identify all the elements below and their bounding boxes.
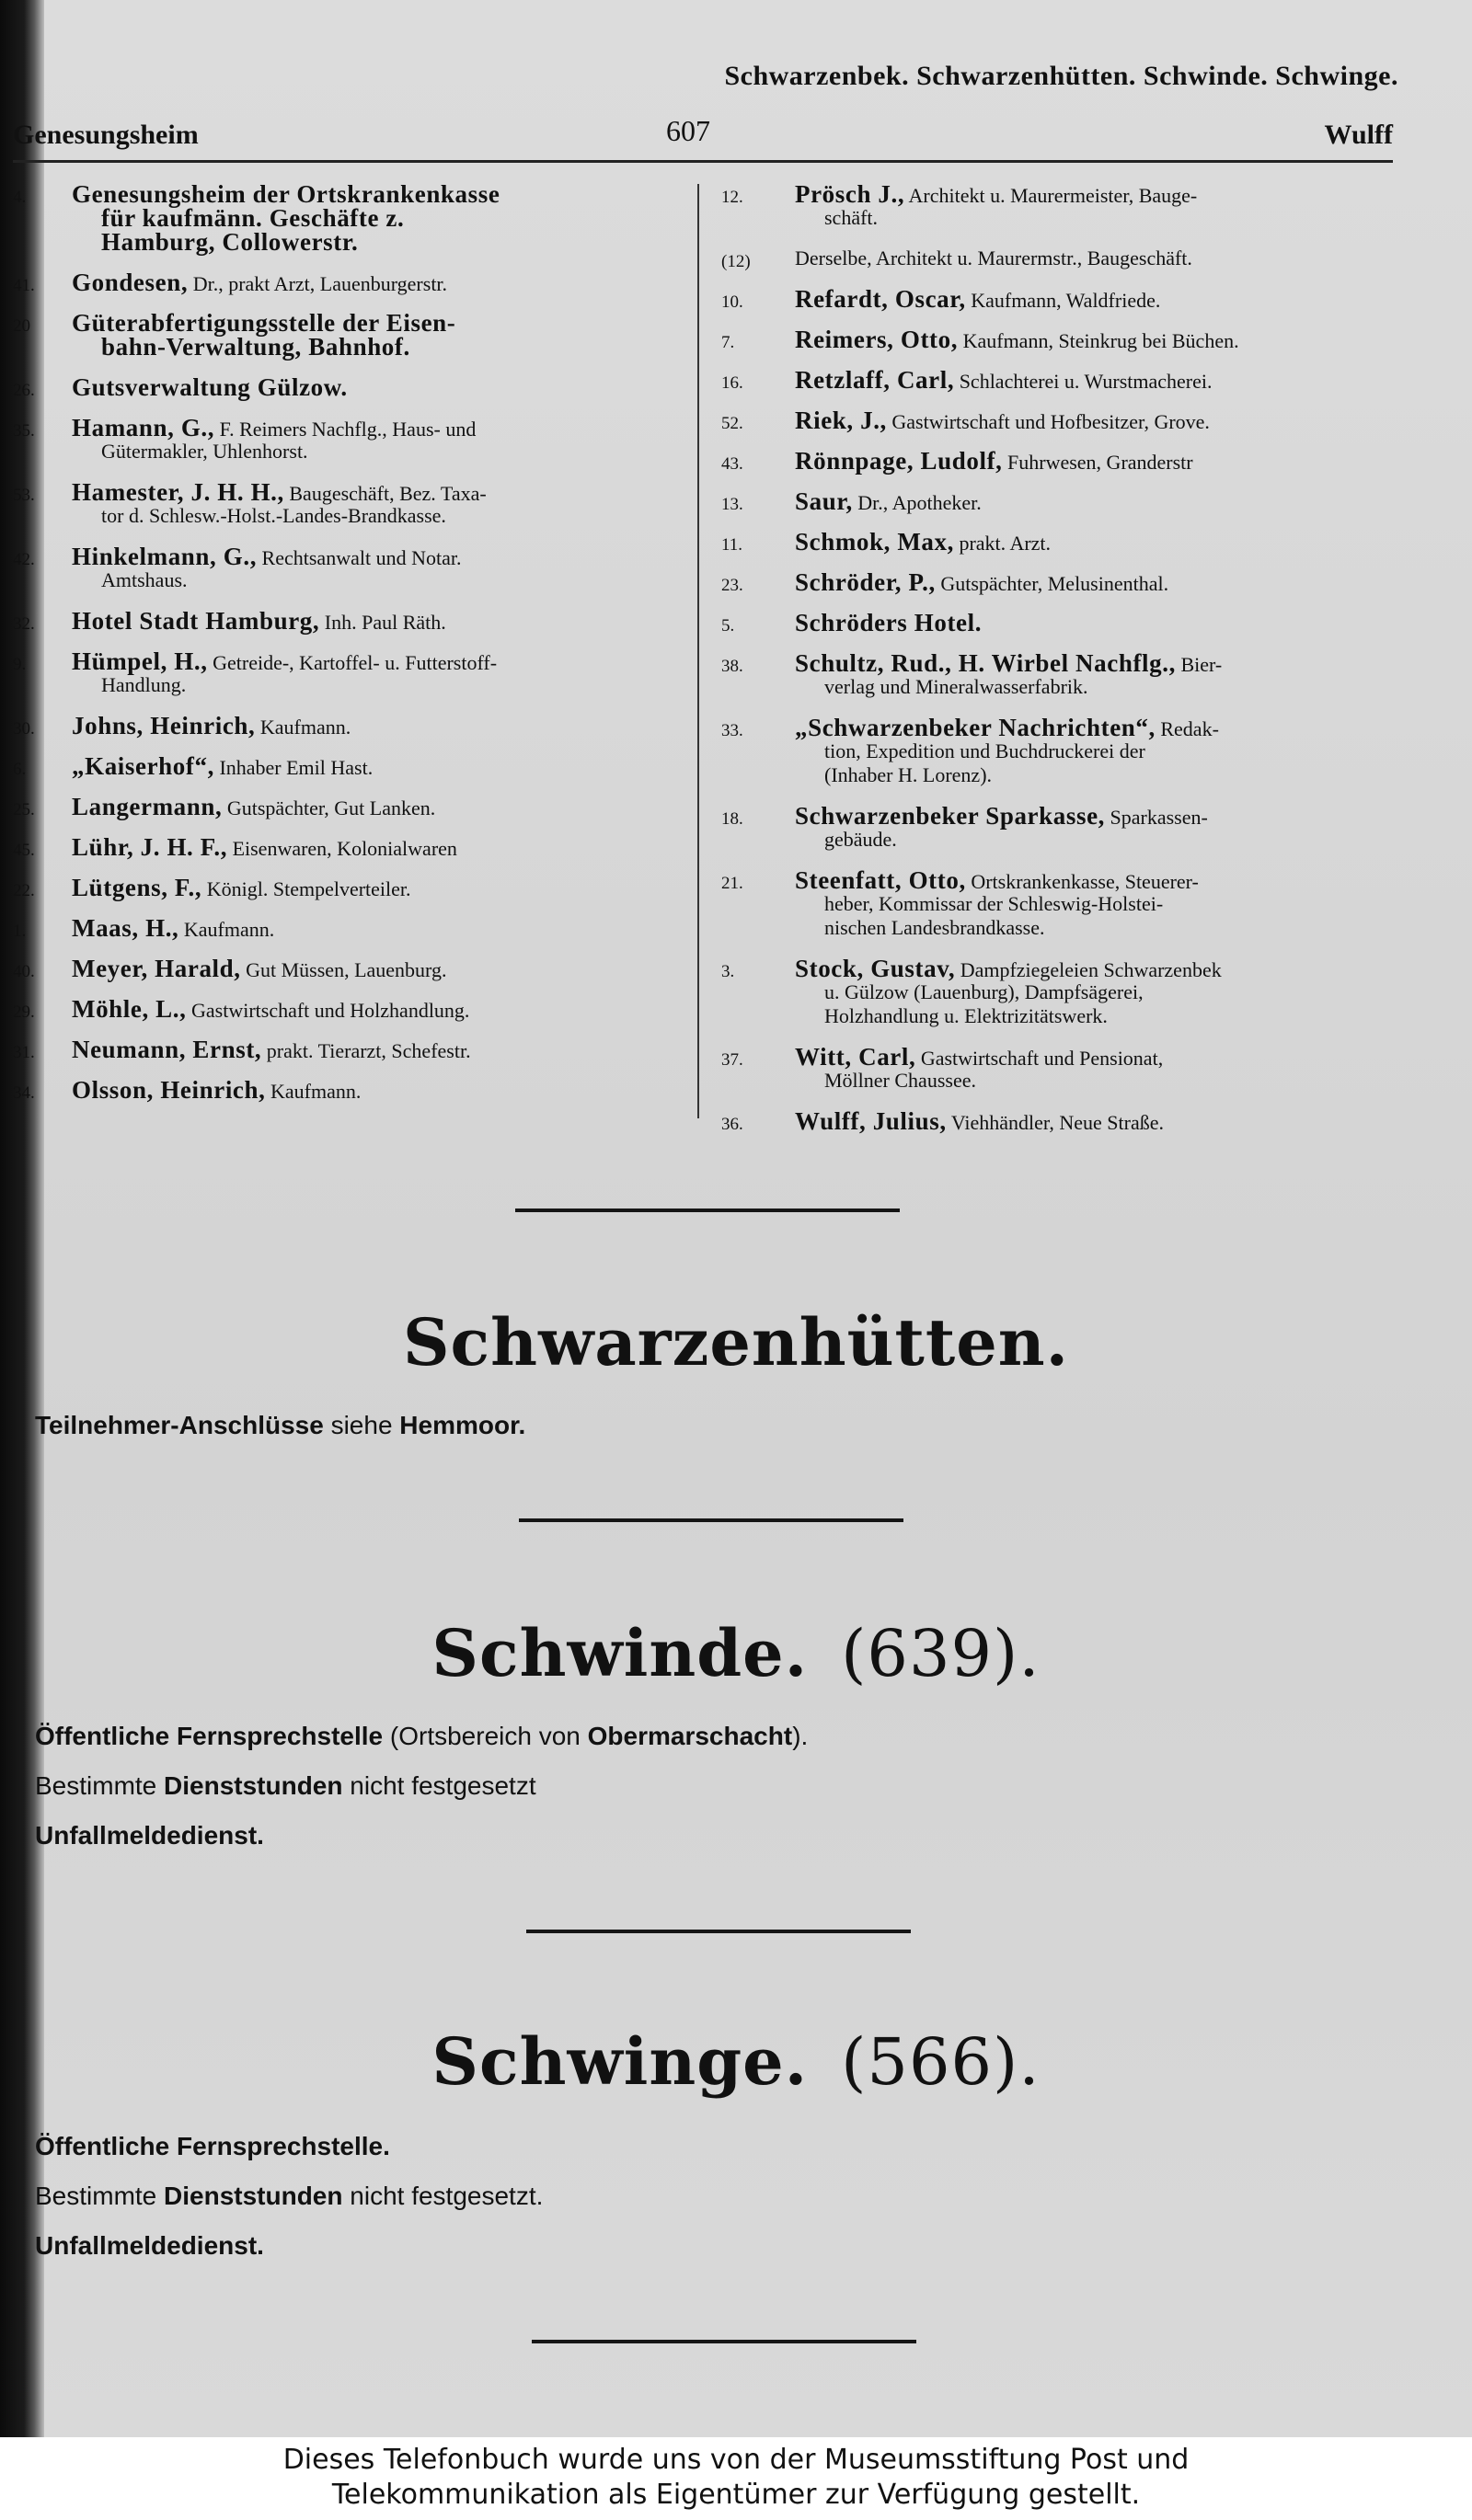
entry-name: Hotel Stadt Hamburg, [72,607,320,635]
entry-continuation: Möllner Chaussee. [824,1069,976,1092]
entry-detail: Gastwirtschaft und Hofbesitzer, Grove. [886,410,1210,433]
entry-name: Witt, Carl, [795,1043,916,1071]
entry-continuation: bahn-Verwaltung, Bahnhof. [101,333,410,361]
entry-detail: Getreide-, Kartoffel- u. Futterstoff- [207,651,498,674]
entry-number: 10. [721,292,743,312]
entry-body [795,716,1219,741]
entry-name: Lütgens, F., [72,874,202,901]
entry-number: 12. [721,188,743,207]
entry-number: 30. [13,719,35,739]
section-note [35,2132,390,2161]
entry-number: 1. [13,922,27,941]
entry-body [795,651,1222,677]
entry-continuation: Handlung. [101,673,187,696]
entry-detail: Schlachterei u. Wurstmacherei. [954,370,1213,393]
entry-detail: Gastwirtschaft und Pensionat, [915,1047,1164,1070]
entry-name: Möhle, L., [72,995,187,1023]
section-title-text: Schwarzenhütten. [403,1304,1069,1380]
entry-number: 40. [13,962,35,981]
entry-name: Schröders Hotel. [795,609,983,636]
entry-number: 31. [13,1043,35,1062]
section-note [35,1771,536,1801]
header-left-word: Genesungsheim [13,120,199,150]
entry-body [795,368,1213,394]
entry-continuation: (Inhaber H. Lorenz). [824,763,993,786]
entry-body [795,868,1199,894]
note-bold: Hemmoor. [399,1411,526,1439]
running-head: Schwarzenbek. Schwarzenhütten. Schwinde. Schwinge. [724,61,1398,91]
entry-continuation: Hamburg, Collowerstr. [101,228,359,256]
entry-body [795,327,1239,353]
entry-number: 38. [721,657,743,676]
entry-name: Reimers, Otto, [795,326,959,353]
entry-number: 13. [721,495,743,514]
section-title-text: Schwinge. [431,2023,809,2100]
entry-number: 18. [721,809,743,829]
entry-name: Hamester, J. H. H., [72,478,284,506]
entry-detail: Gutspächter, Melusinenthal. [935,572,1169,595]
entry-number: 11. [721,535,743,555]
note-normal: ). [792,1722,809,1750]
entry-number: 20 [13,316,30,336]
entry-body [795,570,1168,596]
entry-number: 52. [721,414,743,433]
footer-line-1: Dieses Telefonbuch wurde uns von der Museumsstiftung Post und [282,2444,1190,2476]
entry-detail: Inh. Paul Räth. [319,611,446,634]
entry-body [72,416,476,441]
section-note [35,2182,543,2211]
section-code: (566). [841,2024,1041,2100]
entry-body [795,530,1051,556]
note-normal: Bestimmte [35,2182,165,2210]
note-bold: Teilnehmer-Anschlüsse [35,1411,324,1439]
entry-number: 33. [721,721,743,740]
entry-body [795,1109,1164,1135]
entry-number: 26. [13,381,35,400]
entry-body [72,795,435,820]
entry-continuation: tor d. Schlesw.-Holst.-Landes-Brandkasse. [101,504,446,527]
entry-name: Schultz, Rud., H. Wirbel Nachflg., [795,649,1176,677]
entry-name: Olsson, Heinrich, [72,1076,266,1104]
entry-name: Schmok, Max, [795,528,954,556]
entry-detail: Kaufmann. [255,716,351,739]
entry-detail: Kaufmann. [178,918,275,941]
note-normal: nicht festgesetzt. [342,2182,544,2210]
section-note [35,1821,264,1850]
entry-detail: Redak- [1155,717,1219,740]
entry-detail: Kaufmann, Steinkrug bei Büchen. [958,329,1239,352]
entry-body [72,1078,361,1104]
entry-number: 25. [13,800,35,819]
note-normal: (Ortsbereich von [383,1722,588,1750]
entry-detail: Inhaber Emil Hast. [213,756,374,779]
entry-number: 43. [721,454,743,474]
entry-number: 21. [721,874,743,893]
entry-continuation: für kaufmänn. Geschäfte z. [101,204,405,232]
entry-continuation: heber, Kommissar der Schleswig-Holstei- [824,892,1164,915]
note-bold: Unfallmeldedienst. [35,2231,264,2260]
entry-name: Riek, J., [795,407,887,434]
entry-number: 29. [13,1002,35,1022]
entry-number: 6. [13,760,27,779]
entry-continuation: nischen Landesbrandkasse. [824,916,1045,939]
entry-detail: Dampfziegeleien Schwarzenbek [955,958,1222,981]
entry-detail: Rechtsanwalt und Notar. [257,546,462,569]
ownership-footer [0,2437,1472,2520]
entry-name: Maas, H., [72,914,179,942]
entry-continuation: Gütermakler, Uhlenhorst. [101,440,308,463]
entry-body [795,489,982,515]
entry-continuation: gebäude. [824,828,897,851]
entry-detail: Gut Müssen, Lauenburg. [240,958,447,981]
entry-name: Meyer, Harald, [72,955,241,982]
entry-number: 37. [721,1050,743,1070]
entry-name: Hamann, G., [72,414,215,441]
section-title-schwinde [0,1615,1472,1691]
entry-body [72,876,411,901]
entry-number: 16. [721,373,743,393]
entry-name: Schröder, P., [795,568,936,596]
note-bold: Öffentliche Fernsprechstelle [35,1722,384,1750]
section-title-text: Schwinde. [431,1615,809,1691]
note-normal: Bestimmte [35,1771,165,1800]
entry-name: Refardt, Oscar, [795,285,966,313]
header-right-word: Wulff [1324,120,1393,150]
entry-detail: Viehhändler, Neue Straße. [946,1111,1164,1134]
entry-continuation: Holzhandlung u. Elektrizitätswerk. [824,1004,1108,1027]
note-bold: Obermarschacht [587,1722,793,1750]
entry-detail: prakt. Tierarzt, Schefestr. [261,1039,471,1062]
entry-detail: Architekt u. Maurermeister, Bauge- [904,184,1198,207]
entry-detail: Sparkassen- [1105,806,1208,829]
entry-number: 53. [13,486,35,505]
page-number: 607 [666,114,710,147]
entry-body [72,754,373,780]
header-rule [13,160,1393,163]
entry-name: Genesungsheim der Ortskrankenkasse [72,180,500,208]
entry-body [72,1037,471,1063]
entry-body [72,997,469,1023]
entry-continuation: Amtshaus. [101,568,188,591]
entry-detail: Kaufmann, Waldfriede. [965,289,1161,312]
entry-name: „Kaiserhof“, [72,752,214,780]
entry-continuation: tion, Expedition und Buchdruckerei der [824,739,1145,762]
section-code: (639). [841,1616,1041,1691]
entry-number: 45. [13,841,35,860]
entry-detail: Königl. Stempelverteiler. [201,877,411,900]
entry-detail: F. Reimers Nachflg., Haus- und [214,418,477,441]
entry-name: Neumann, Ernst, [72,1036,262,1063]
entry-number: (12) [721,252,751,271]
entry-detail: prakt. Arzt. [953,532,1052,555]
entry-number: 7. [721,333,735,352]
entry-continuation: schäft. [824,206,879,229]
section-note [35,2231,264,2261]
entry-body [795,1045,1163,1071]
note-bold: Öffentliche Fernsprechstelle. [35,2132,390,2160]
entry-detail: Bier- [1175,653,1223,676]
section-separator [532,2340,916,2343]
entry-detail: Dr., Apotheker. [852,491,982,514]
entry-number: 23. [721,576,743,595]
entry-name: Hinkelmann, G., [72,543,258,570]
entry-body [72,956,446,982]
entry-detail: Gutspächter, Gut Lanken. [222,796,436,819]
entry-detail: Baugeschäft, Bez. Taxa- [283,482,487,505]
entry-body [795,956,1222,982]
entry-name: Johns, Heinrich, [72,712,256,739]
entry-name: Hümpel, H., [72,647,208,675]
entry-name: Rönnpage, Ludolf, [795,447,1003,475]
footer-line-2: Telekommunikation als Eigentümer zur Verfügung gestellt. [331,2479,1141,2511]
entry-number: 4. [13,188,27,207]
note-bold: Dienststunden [164,2182,343,2210]
entry-body [795,182,1197,208]
entry-number: 3. [721,962,735,981]
entry-name: Lühr, J. H. F., [72,833,228,861]
entry-name: Wulff, Julius, [795,1107,947,1135]
entry-body [72,544,461,570]
entry-continuation: u. Gülzow (Lauenburg), Dampfsägerei, [824,980,1144,1003]
entry-name: Prösch J., [795,180,905,208]
note-normal: siehe [323,1411,400,1439]
section-note [35,1411,525,1440]
entry-number: 9. [13,655,27,674]
entry-number: 42. [13,550,35,569]
entry-body [72,649,497,675]
entry-detail: Ortskrankenkasse, Steuerer- [965,870,1199,893]
section-note [35,1722,808,1751]
section-title-schwarzenhuetten [0,1304,1472,1380]
entry-number: 35. [13,421,35,441]
entry-detail: Eisenwaren, Kolonialwaren [227,837,457,860]
entry-body [72,714,351,739]
section-separator [526,1930,911,1933]
entry-name: Gondesen, [72,269,189,296]
entry-detail: Derselbe, Architekt u. Maurermstr., Baugeschäft. [795,246,1192,269]
entry-name: „Schwarzenbeker Nachrichten“, [795,714,1156,741]
entry-name: Steenfatt, Otto, [795,866,966,894]
entry-body [72,835,457,861]
note-bold: Unfallmeldedienst. [35,1821,264,1850]
entry-name: Güterabfertigungsstelle der Eisen- [72,309,456,337]
entry-name: Langermann, [72,793,223,820]
entry-body [795,611,982,636]
section-separator [519,1518,903,1522]
note-normal: nicht festgesetzt [342,1771,536,1800]
entry-number: 32. [13,614,35,634]
entry-body [795,449,1193,475]
entry-name: Schwarzenbeker Sparkasse, [795,802,1106,830]
entry-body [72,375,348,401]
entry-detail: Fuhrwesen, Granderstr [1002,451,1193,474]
entry-number: 34. [13,1083,35,1103]
entry-name: Stock, Gustav, [795,955,956,982]
section-separator [515,1208,900,1212]
entry-body [72,270,447,296]
entry-body [72,480,487,506]
entry-body [795,287,1160,313]
entry-detail: Kaufmann. [265,1080,362,1103]
entry-number: 22. [13,881,35,900]
entry-detail: Gastwirtschaft und Holzhandlung. [186,999,470,1022]
entry-number: 41. [13,276,35,295]
entry-body [72,609,446,635]
entry-continuation: verlag und Mineralwasserfabrik. [824,675,1088,698]
entry-name: Saur, [795,487,853,515]
entry-body [795,408,1210,434]
entry-body [795,246,1192,270]
entry-number: 36. [721,1115,743,1134]
entry-body [795,804,1208,830]
entry-body [72,916,274,942]
entry-name: Gutsverwaltung Gülzow. [72,373,348,401]
column-divider [697,184,699,1118]
entry-name: Retzlaff, Carl, [795,366,955,394]
note-bold: Dienststunden [164,1771,343,1800]
entry-detail: Dr., prakt Arzt, Lauenburgerstr. [188,272,448,295]
section-title-schwinge [0,2023,1472,2100]
entry-number: 5. [721,616,735,636]
